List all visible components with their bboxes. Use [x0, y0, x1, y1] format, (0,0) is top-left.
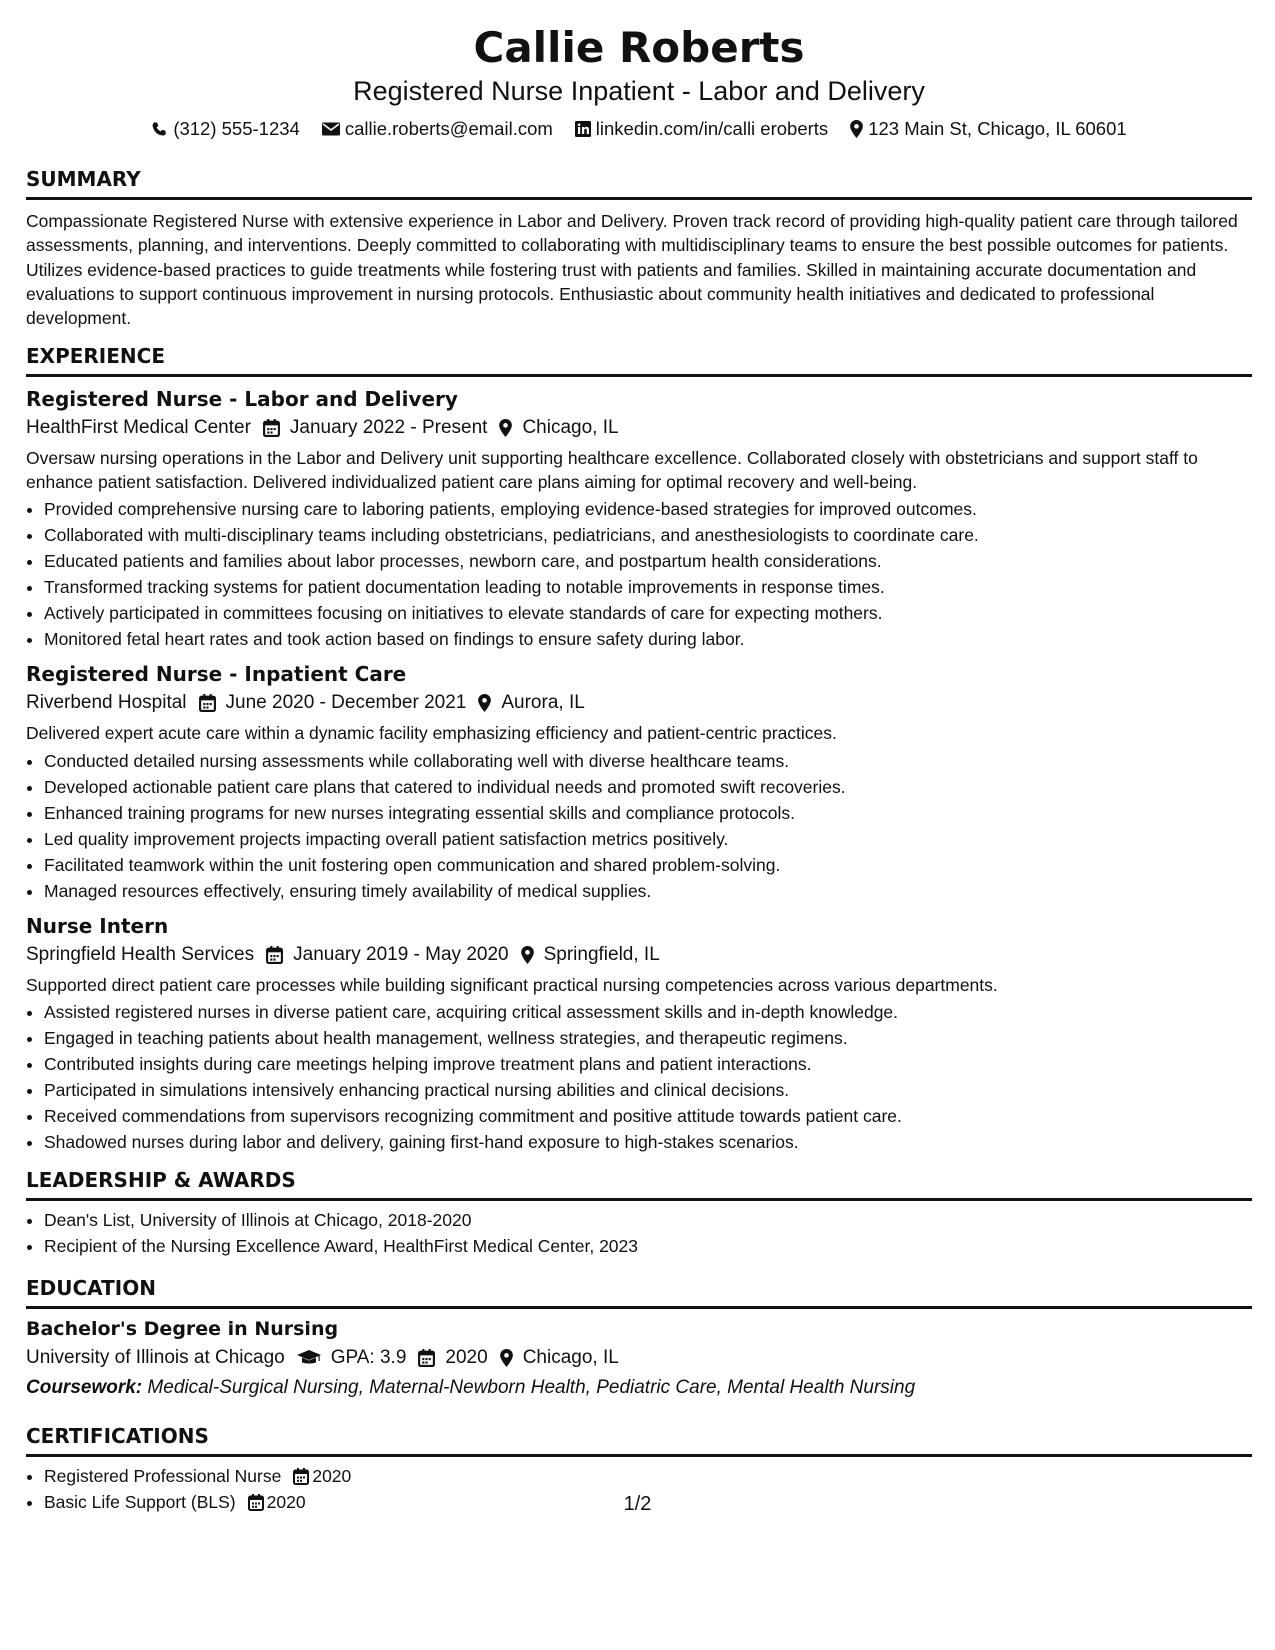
- list-item: • Educated patients and families about labor processes, newborn care, and postpartum health considerations.: [44, 548, 1252, 574]
- job-bullets: [26, 496, 1252, 652]
- list-item: • Participated in simulations intensively enhancing practical nursing abilities and clinical decisions.: [44, 1077, 1252, 1103]
- certification-name: • Registered Professional Nurse: [44, 1466, 282, 1487]
- list-item: • Enhanced training programs for new nurses integrating essential skills and compliance protocols.: [44, 800, 1252, 826]
- job-title: Registered Nurse - Labor and Delivery: [26, 387, 458, 412]
- job-bullets: [26, 748, 1252, 904]
- summary-text: Compassionate Registered Nurse with extensive experience in Labor and Delivery. Proven track record of providing high-quality patient care through tailored assessments, planning, and interventions. Deeply committed to collaborating with multidisciplinary teams to ensure the best possible outcomes for patients. Utilizes evidence-based practices to guide treatments while fostering trust with patients and families. Skilled in maintaining accurate documentation and evaluations to support continuous improvement in nursing protocols. Enthusiastic about community health initiatives and dedicated to professional development.: [26, 211, 1238, 329]
- coursework: [26, 1373, 1252, 1403]
- envelope-icon: [322, 122, 340, 136]
- list-item: • Led quality improvement projects impacting overall patient satisfaction metrics positively.: [44, 826, 1252, 852]
- list-item: • Monitored fetal heart rates and took action based on findings to ensure safety during labor.: [44, 626, 1252, 652]
- list-item: • Facilitated teamwork within the unit fostering open communication and shared problem-solving.: [44, 852, 1252, 878]
- certification-name: • Basic Life Support (BLS): [44, 1492, 236, 1513]
- awards-section: [26, 1167, 1252, 1259]
- company-name: HealthFirst Medical Center: [26, 417, 251, 439]
- company-name: Springfield Health Services: [26, 943, 255, 965]
- contact-address: [850, 117, 1127, 141]
- job-title: Nurse Intern: [26, 913, 169, 938]
- list-item: • Developed actionable patient care plans that catered to individual needs and promoted swift recoveries.: [44, 774, 1252, 800]
- candidate-title: Registered Nurse Inpatient - Labor and Delivery: [353, 76, 925, 106]
- certification-year: 2020: [266, 1492, 306, 1513]
- list-item: • Conducted detailed nursing assessments while collaborating well with diverse healthcare teams.: [44, 748, 1252, 774]
- page-number: 1/2: [623, 1493, 652, 1515]
- list-item: • Managed resources effectively, ensuring timely availability of medical supplies.: [44, 878, 1252, 904]
- summary-section: [26, 166, 1252, 330]
- awards-list: [26, 1207, 1252, 1259]
- email-text: callie.roberts@email.com: [344, 118, 553, 139]
- job-entry: [26, 385, 1252, 652]
- coursework-list: Medical-Surgical Nursing, Maternal-Newborn Health, Pediatric Care, Mental Health Nursing: [147, 1377, 916, 1399]
- job-location: Aurora, IL: [501, 692, 585, 714]
- map-pin-icon: [478, 694, 491, 712]
- degree-title: Bachelor's Degree in Nursing: [26, 1318, 339, 1341]
- calendar-icon: [199, 694, 216, 712]
- job-meta: [26, 688, 1252, 718]
- address-text: 123 Main St, Chicago, IL 60601: [868, 118, 1127, 139]
- list-item: [44, 1463, 1252, 1489]
- calendar-icon: [263, 419, 280, 437]
- list-item: • Recipient of the Nursing Excellence Award, HealthFirst Medical Center, 2023: [44, 1233, 1252, 1259]
- list-item: • Transformed tracking systems for patient documentation leading to notable improvements in response times.: [44, 574, 1252, 600]
- job-description: Supported direct patient care processes while building significant practical nursing competencies across various departments.: [26, 974, 998, 995]
- phone-text: (312) 555-1234: [173, 118, 300, 139]
- graduation-cap-icon: [297, 1350, 321, 1366]
- candidate-name: Callie Roberts: [473, 23, 805, 72]
- list-item: • Provided comprehensive nursing care to laboring patients, employing evidence-based strategies for improved outcomes.: [44, 496, 1252, 522]
- job-dates: June 2020 - December 2021: [225, 692, 467, 714]
- contact-linkedin[interactable]: [575, 117, 828, 141]
- experience-list: [26, 385, 1252, 1155]
- map-pin-icon: [500, 1349, 513, 1367]
- job-location: Springfield, IL: [543, 943, 660, 965]
- job-location: Chicago, IL: [522, 417, 619, 439]
- coursework-label: Coursework:: [26, 1377, 143, 1399]
- school-location: Chicago, IL: [522, 1347, 619, 1369]
- resume-page: [26, 22, 1252, 1515]
- job-meta: [26, 940, 1252, 970]
- job-description: Oversaw nursing operations in the Labor and Delivery unit supporting healthcare excellence. Collaborated closely with obstetricians and support staff to enhance patient satisfaction. Delivered individualized patient care plans aiming for optimal recovery and well-being.: [26, 448, 1198, 492]
- linkedin-text: linkedin.com/in/calli eroberts: [595, 118, 829, 139]
- section-heading: EDUCATION: [26, 1275, 1252, 1309]
- list-item: • Dean's List, University of Illinois at Chicago, 2018-2020: [44, 1207, 1252, 1233]
- list-item: • Collaborated with multi-disciplinary teams including obstetricians, pediatricians, and anesthesiologists to coordinate care.: [44, 522, 1252, 548]
- job-entry: [26, 660, 1252, 904]
- list-item: • Assisted registered nurses in diverse patient care, acquiring critical assessment skills and in-depth knowledge.: [44, 999, 1252, 1025]
- calendar-icon: [418, 1349, 435, 1367]
- education-meta: [26, 1343, 1252, 1373]
- job-entry: [26, 912, 1252, 1156]
- list-item: • Contributed insights during care meetings helping improve treatment plans and patient interactions.: [44, 1051, 1252, 1077]
- section-heading: LEADERSHIP & AWARDS: [26, 1167, 1252, 1201]
- map-pin-icon: [499, 419, 512, 437]
- list-item: • Shadowed nurses during labor and delivery, gaining first-hand exposure to high-stakes scenarios.: [44, 1129, 1252, 1155]
- calendar-icon: [293, 1468, 309, 1485]
- job-dates: January 2019 - May 2020: [293, 943, 509, 965]
- section-heading: SUMMARY: [26, 166, 1252, 200]
- resume-header: [26, 22, 1252, 141]
- contact-phone[interactable]: [151, 117, 300, 141]
- phone-icon: [151, 121, 168, 138]
- contact-email[interactable]: [322, 117, 553, 141]
- company-name: Riverbend Hospital: [26, 692, 187, 714]
- list-item: • Engaged in teaching patients about health management, wellness strategies, and therapeutic regimens.: [44, 1025, 1252, 1051]
- job-title: Registered Nurse - Inpatient Care: [26, 662, 407, 687]
- job-meta: [26, 413, 1252, 443]
- section-heading: CERTIFICATIONS: [26, 1423, 1252, 1457]
- job-bullets: [26, 999, 1252, 1155]
- education-section: [26, 1275, 1252, 1403]
- job-description: Delivered expert acute care within a dynamic facility emphasizing efficiency and patient-centric practices.: [26, 723, 837, 744]
- map-pin-icon: [521, 946, 534, 964]
- map-pin-icon: [850, 120, 863, 138]
- experience-section: [26, 343, 1252, 1155]
- certification-year: 2020: [312, 1466, 352, 1487]
- list-item: • Actively participated in committees focusing on initiatives to elevate standards of care for expecting mothers.: [44, 600, 1252, 626]
- section-heading: EXPERIENCE: [26, 343, 1252, 377]
- graduation-year: 2020: [445, 1347, 488, 1369]
- school-name: University of Illinois at Chicago: [26, 1347, 285, 1369]
- list-item: • Received commendations from supervisors recognizing commitment and positive attitude towards patient care.: [44, 1103, 1252, 1129]
- linkedin-icon: [575, 121, 591, 137]
- job-dates: January 2022 - Present: [289, 417, 488, 439]
- contact-bar: [26, 117, 1252, 141]
- calendar-icon: [266, 946, 283, 964]
- gpa-text: GPA: 3.9: [330, 1347, 407, 1369]
